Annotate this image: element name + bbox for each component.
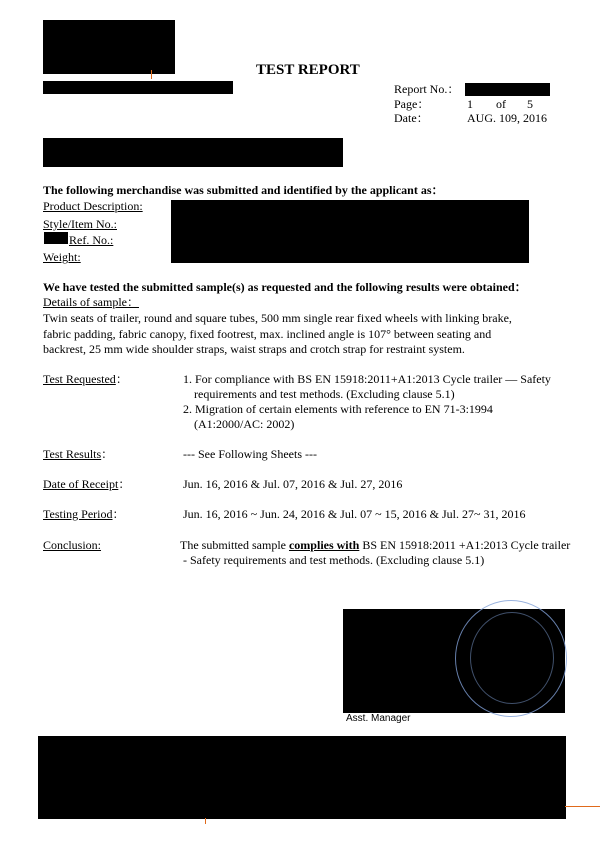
testing-period-heading (43, 507, 125, 522)
redacted-footer (38, 736, 566, 819)
date-label: Date： (394, 111, 429, 125)
test-requested-item-2-line-1: 2. Migration of certain elements with reference to EN 71-3:1994 (183, 402, 493, 416)
date-of-receipt-label: Date of Receipt (43, 477, 119, 491)
page-label: Page： (394, 97, 430, 111)
redacted-ref-prefix (44, 232, 68, 244)
conclusion-line-1 (180, 538, 570, 553)
product-description-label: Product Description: (43, 199, 143, 213)
conclusion-emphasis: complies with (288, 538, 360, 552)
report-title: TEST REPORT (256, 62, 360, 78)
test-requested-colon: ： (115, 372, 128, 386)
testing-period-value: Jun. 16, 2016 ~ Jun. 24, 2016 & Jul. 07 ~ 15, 2016 & Jul. 27~ 31, 2016 (183, 507, 526, 521)
test-requested-heading (43, 372, 128, 387)
redacted-logo (43, 20, 175, 74)
testing-period-colon: ： (112, 507, 125, 521)
test-results-label: Test Results (43, 447, 102, 461)
details-line-3: backrest, 25 mm wide shoulder straps, waist straps and crotch strap for restraint system. (43, 342, 465, 356)
details-label (43, 295, 139, 310)
accent-mark-top (151, 70, 152, 79)
conclusion-line-2: - Safety requirements and test methods. (Excluding clause 5.1) (183, 553, 485, 567)
report-no-label: Report No.： (394, 82, 460, 96)
ref-no-label: Ref. No.: (69, 233, 114, 247)
conclusion-pre: The submitted sample (180, 538, 289, 552)
details-line-2: fabric padding, fabric canopy, fixed footrest, max. inclined angle is 107° between seating and (43, 327, 492, 341)
test-requested-item-1-line-1: 1. For compliance with BS EN 15918:2011+A1:2013 Cycle trailer — Safety (183, 372, 551, 386)
tested-intro: We have tested the submitted sample(s) as requested and the following results were obtained： (43, 280, 527, 294)
accent-rule-right (565, 806, 600, 807)
date-value: AUG. 109, 2016 (467, 111, 547, 125)
test-results-colon: ： (101, 447, 114, 461)
signature-title: Asst. Manager (346, 713, 411, 724)
test-requested-item-2-line-2: (A1:2000/AC: 2002) (194, 417, 295, 431)
page-current: 1 (467, 97, 473, 111)
date-of-receipt-heading (43, 477, 130, 492)
style-item-label: Style/Item No.: (43, 217, 117, 231)
conclusion-label: Conclusion: (43, 538, 102, 552)
details-line-1: Twin seats of trailer, round and square tubes, 500 mm single rear fixed wheels with linking brake, (43, 311, 512, 325)
weight-label: Weight: (43, 250, 81, 264)
redacted-product-info (171, 200, 529, 263)
page-of: of (496, 97, 506, 111)
page-total: 5 (527, 97, 533, 111)
test-requested-label: Test Requested (43, 372, 116, 386)
conclusion-post: BS EN 15918:2011 +A1:2013 Cycle trailer (359, 538, 571, 552)
testing-period-label: Testing Period (43, 507, 113, 521)
date-of-receipt-value: Jun. 16, 2016 & Jul. 07, 2016 & Jul. 27, 2016 (183, 477, 403, 491)
redacted-company-name (43, 81, 233, 94)
redacted-report-number (465, 83, 550, 96)
redacted-applicant (43, 138, 343, 167)
stamp-seal-inner (470, 612, 554, 704)
test-requested-item-1-line-2: requirements and test methods. (Excluding clause 5.1) (194, 387, 455, 401)
test-results-heading (43, 447, 113, 462)
test-results-value: --- See Following Sheets --- (183, 447, 317, 461)
accent-mark-bottom (205, 818, 206, 824)
date-of-receipt-colon: ： (118, 477, 131, 491)
details-of-sample-label: Details of sample： (43, 295, 139, 309)
merchandise-intro: The following merchandise was submitted and identified by the applicant as： (43, 183, 444, 197)
